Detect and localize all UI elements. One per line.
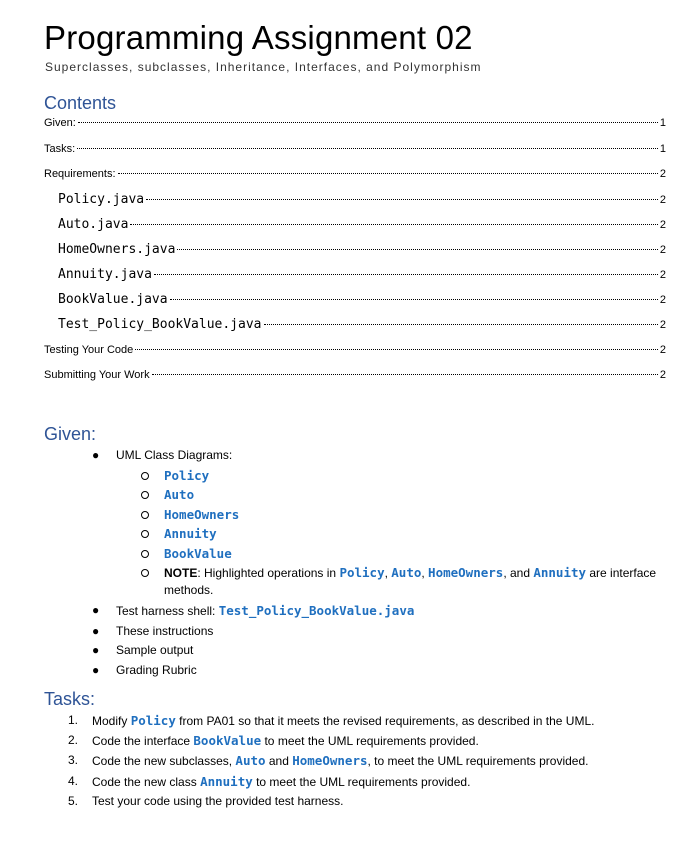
toc-page-number: 1 (659, 142, 666, 155)
toc-leader (170, 299, 658, 300)
class-name: Policy (130, 713, 176, 728)
list-item (92, 642, 662, 659)
task-text: Code the new class (92, 774, 201, 789)
note-label: NOTE (164, 566, 198, 580)
list-item (92, 623, 662, 640)
tasks-list (68, 712, 668, 812)
toc-entry-label: BookValue.java (58, 291, 168, 307)
tasks-heading: Tasks: (44, 689, 96, 709)
list-item (92, 602, 662, 620)
toc-leader (135, 349, 658, 350)
bullet-icon: ● (92, 623, 100, 638)
class-name: HomeOwners (164, 506, 240, 522)
sub-list-item (92, 506, 662, 524)
list-item-text: Sample output (116, 643, 194, 657)
toc-leader (264, 324, 658, 325)
toc-leader (130, 224, 657, 225)
toc-leader (154, 274, 658, 275)
list-item (92, 447, 662, 464)
task-text: Code the new subclasses, (92, 754, 236, 769)
toc-page-number: 2 (659, 168, 666, 180)
toc-entry[interactable] (44, 268, 666, 293)
toc-leader (146, 199, 658, 200)
document-subtitle: Superclasses, subclasses, Inheritance, Interfaces, and Polymorphism (45, 60, 482, 74)
table-of-contents (44, 116, 666, 394)
bullet-icon: ● (92, 448, 100, 462)
toc-page-number: 1 (659, 117, 666, 129)
task-item (68, 793, 668, 810)
toc-entry[interactable] (44, 293, 666, 318)
class-name: Annuity (164, 526, 217, 541)
task-number: 2. (68, 733, 79, 748)
class-name: Auto (391, 565, 422, 580)
toc-entry-label: Annuity.java (58, 266, 152, 282)
toc-leader (177, 249, 657, 250)
task-number: 3. (68, 753, 79, 768)
toc-page-number: 2 (659, 343, 666, 356)
task-text: , to meet the UML requirements provided. (367, 754, 589, 769)
toc-entry[interactable] (44, 142, 666, 168)
toc-page-number: 2 (659, 318, 666, 331)
sub-list-item (92, 545, 662, 563)
note-text: : Highlighted operations in (197, 566, 340, 580)
class-name: BookValue (164, 545, 232, 561)
circle-bullet-icon (141, 530, 149, 538)
sub-list-item (92, 467, 662, 485)
toc-entry-label: Requirements: (44, 168, 116, 180)
toc-page-number: 2 (659, 369, 666, 381)
toc-entry-label: Given: (44, 117, 76, 129)
circle-bullet-icon (141, 472, 149, 480)
class-name: Policy (164, 467, 210, 483)
sub-list-item (92, 525, 662, 543)
class-name: Auto (164, 487, 195, 502)
bullet-icon: ● (92, 603, 100, 617)
given-heading: Given: (44, 424, 97, 444)
toc-entry[interactable] (44, 218, 666, 243)
toc-leader (78, 122, 658, 123)
toc-entry-label: Tasks: (44, 142, 76, 155)
list-item-text: Grading Rubric (116, 662, 197, 677)
note-text: , (421, 566, 429, 580)
toc-entry-label: Test_Policy_BookValue.java (58, 316, 262, 332)
file-name: Test_Policy_BookValue.java (218, 603, 415, 618)
class-name: Auto (235, 753, 266, 769)
list-item (92, 662, 662, 679)
class-name: Annuity (533, 565, 587, 580)
task-number: 1. (68, 713, 79, 727)
toc-entry[interactable] (44, 116, 666, 142)
toc-entry-label: Auto.java (58, 216, 129, 232)
bullet-icon: ● (92, 643, 100, 657)
list-item-text: These instructions (116, 623, 214, 638)
toc-page-number: 2 (659, 268, 666, 281)
task-item (68, 752, 668, 770)
circle-bullet-icon (141, 569, 149, 577)
toc-page-number: 2 (659, 193, 666, 206)
toc-page-number: 2 (659, 293, 666, 306)
task-number: 5. (68, 793, 79, 808)
task-text: to meet the UML requirements provided. (252, 774, 471, 789)
note-text: , and (503, 566, 534, 580)
document-title: Programming Assignment 02 (44, 19, 473, 56)
task-text: Modify (92, 714, 131, 728)
task-text: from PA01 so that it meets the revised requirements, as described in the UML. (175, 714, 595, 728)
toc-entry[interactable] (44, 343, 666, 369)
circle-bullet-icon (141, 511, 149, 519)
toc-entry-label: Submitting Your Work (44, 369, 150, 381)
toc-entry[interactable] (44, 193, 666, 218)
class-name: Policy (339, 565, 385, 580)
toc-entry[interactable] (44, 368, 666, 394)
note-text: are interface methods. (164, 566, 657, 597)
given-list (92, 447, 662, 681)
task-text: and (265, 754, 293, 769)
toc-leader (77, 148, 658, 149)
task-number: 4. (68, 773, 79, 788)
task-item (68, 732, 668, 750)
toc-leader (152, 374, 658, 375)
toc-entry[interactable] (44, 318, 666, 343)
toc-page-number: 2 (659, 243, 666, 256)
class-name: HomeOwners (292, 753, 368, 769)
task-item (68, 712, 668, 730)
toc-heading: Contents (44, 93, 117, 113)
toc-page-number: 2 (659, 218, 666, 231)
toc-entry[interactable] (44, 167, 666, 193)
class-name: HomeOwners (428, 565, 504, 580)
toc-entry-label: Testing Your Code (44, 343, 134, 356)
toc-entry-label: HomeOwners.java (58, 241, 176, 257)
uml-label: UML Class Diagrams: (116, 448, 233, 462)
circle-bullet-icon (141, 550, 149, 558)
toc-entry[interactable] (44, 243, 666, 268)
note-text: , (384, 566, 392, 580)
toc-leader (118, 173, 658, 174)
toc-entry-label: Policy.java (58, 191, 145, 207)
task-text: to meet the UML requirements provided. (261, 734, 479, 749)
task-text: Test your code using the provided test harness. (92, 793, 344, 808)
task-text: Code the interface (92, 734, 194, 749)
class-name: Annuity (200, 773, 253, 789)
circle-bullet-icon (141, 491, 149, 499)
class-name: BookValue (193, 733, 262, 749)
task-item (68, 773, 668, 791)
harness-label: Test harness shell: (116, 604, 219, 618)
sub-list-item-note (92, 564, 662, 599)
bullet-icon: ● (92, 662, 100, 677)
sub-list-item (92, 486, 662, 504)
